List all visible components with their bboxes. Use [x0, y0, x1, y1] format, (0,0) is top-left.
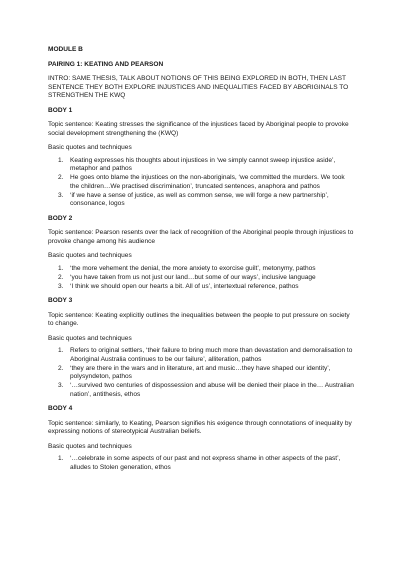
list-item: 3. ‘I think we should open our hearts a bit. All of us’, intertextual reference, pathos — [58, 282, 299, 290]
list-item: 1. ‘…celebrate in some aspects of our past and not express shame in other aspects of the past’, alludes to Stolen generation, ethos — [58, 455, 341, 471]
list-item: 1. ‘the more vehement the denial, the more anxiety to exorcise guilt’, metonymy, pathos — [58, 264, 316, 272]
body-heading: BODY 2 — [48, 214, 73, 222]
quote-list — [48, 265, 354, 292]
list-item: 2. He goes onto blame the injustices on the non-aboriginals, ‘we committed the murders. We took the children…We practised discrimination’, truncated sentences, anaphora and pathos — [58, 174, 345, 190]
quotes-label: Basic quotes and techniques — [48, 334, 132, 342]
list-item: 3. ‘…survived two centuries of dispossession and abuse will be denied their place in the… Australian nation’, antithesis, ethos — [58, 382, 354, 398]
body-heading: BODY 4 — [48, 405, 73, 412]
module-heading: MODULE B — [48, 46, 83, 53]
list-item: 1. Refers to original settlers, ‘their failure to bring much more than devastation and demoralisation to Aboriginal Australia continues to be our failure’, alliteration, pathos — [58, 347, 353, 363]
pairing-heading: PAIRING 1: KEATING AND PEARSON — [48, 60, 164, 68]
body-section-2 — [48, 215, 354, 292]
body-section-4 — [48, 405, 354, 472]
quotes-label: Basic quotes and techniques — [48, 144, 132, 151]
quote-list — [48, 455, 354, 472]
intro-paragraph: INTRO: SAME THESIS, TALK ABOUT NOTIONS OF THIS BEING EXPLORED IN BOTH, THEN LAST SENTENCE THEY BOTH EXPLORE INJUSTICES AND INEQUALITIES FACED BY ABORIGINALS TO STRENGTHEN THE KWQ — [48, 75, 349, 99]
body-heading: BODY 1 — [48, 106, 73, 114]
topic-sentence: Topic sentence: similarly, to Keating, Pearson signifies his exigence through connotations of inequality by expressing notions of stereotypical Australian beliefs. — [48, 419, 352, 435]
body-section-3 — [48, 297, 354, 399]
list-item: 3. ‘if we have a sense of justice, as well as common sense, we will forge a new partnership’, consonance, logos — [58, 191, 329, 207]
quotes-label: Basic quotes and techniques — [48, 252, 132, 259]
quote-list — [48, 157, 354, 209]
topic-sentence: Topic sentence: Keating explicitly outlines the inequalities between the people to put pressure on society to change. — [48, 311, 350, 327]
quote-list — [48, 347, 354, 399]
body-heading: BODY 3 — [48, 297, 73, 304]
topic-sentence: Topic sentence: Keating stresses the significance of the injustices faced by Aboriginal people to provoke social development strengthening the (KWQ) — [48, 121, 349, 137]
list-item: 1. Keating expresses his thoughts about injustices in ‘we simply cannot sweep injustice aside’, metaphor and pathos — [58, 156, 336, 172]
quotes-label: Basic quotes and techniques — [48, 442, 132, 450]
topic-sentence: Topic sentence: Pearson resents over the lack of recognition of the Aboriginal people through injustices to provoke change among his audience — [48, 229, 354, 245]
list-item: 2. ‘you have taken from us not just our land…but some of our ways’, inclusive language — [58, 273, 316, 281]
list-item: 2. ‘they are there in the wars and in literature, art and music…they have shaped our identity’, polysyndeton, pathos — [58, 364, 331, 380]
body-section-1 — [48, 107, 354, 209]
